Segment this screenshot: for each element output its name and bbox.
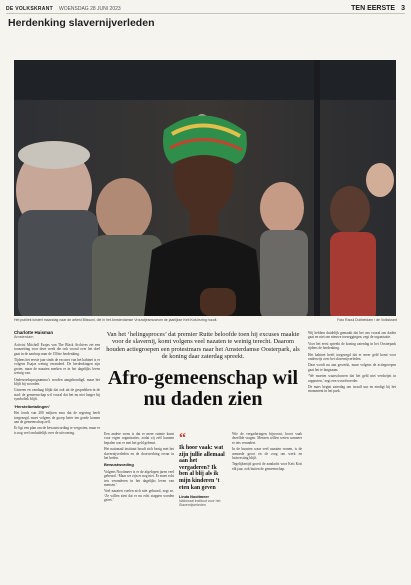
paragraph: Veel nazaten voelen zich niet gehoord, zegt ze. ‘Ze willen zien dat er nu echt stappen worden gezet.’ xyxy=(104,489,174,503)
paragraph: Wie de vergaderingen bijwoont, hoort vaak dezelfde vragen. Mensen willen weten wanneer er iets verandert. xyxy=(232,432,302,445)
article-column-4 xyxy=(308,331,396,396)
column-subhead: ‘Herstelbetalingen’ xyxy=(14,403,50,409)
article-intro: Van het ‘helingsproces’ dat premier Rutte beloofde toen hij excuses maakte voor de slavernij, komt volgens veel nazaten te weinig terecht. Daarom houden actiegroepen een protestmars naar het Amsterdamse Oosterpark, als de koning daar zaterdag spreekt. xyxy=(106,331,300,361)
photo-caption xyxy=(14,318,397,326)
paragraph: Het fonds van 200 miljoen euro dat de regering heeft toegezegd, moet volgens de groep beter ten goede komen aan de gemeenschap zelf. xyxy=(14,411,100,424)
photo-credit: Foto Raoul Dubbeldam / de Volkskrant xyxy=(337,318,397,322)
kicker-heading: Herdenking slavernijverleden xyxy=(8,17,155,29)
main-photo xyxy=(14,60,396,316)
page-number: 3 xyxy=(401,5,405,12)
paragraph: Daar wordt nu aan gewerkt, maar volgens de actiegroepen gaat het te langzaam. xyxy=(308,363,396,372)
paragraph: Het nationaal instituut houdt zich bezig met het slavernijverleden en de doorwerking ervan in het heden. xyxy=(104,447,174,461)
column-subhead: Bewustwording xyxy=(104,462,134,468)
paragraph: Tegelijkertijd groeit de aandacht voor Keti Koti elk jaar, ook buiten de gemeenschap. xyxy=(232,462,302,471)
paragraph: Gisteren en vandaag blijkt dat ook uit de gesprekken in de stad: de gemeenschap wil vooral dat het nu niet langer bij symboliek blijft. xyxy=(14,388,100,402)
section-name: TEN EERSTE xyxy=(351,5,396,12)
issue-date: WOENSDAG 28 JUNI 2023 xyxy=(58,5,121,12)
paragraph: In de buurten waar veel nazaten wonen, is de armoede groot en de zorg om werk en huisvesting blijft. xyxy=(232,447,302,461)
paragraph: Wij hebben duidelijk gemaakt dat het ons vooral om daden gaat en niet om nieuwe toezeggingen, zegt de organisatie. xyxy=(308,331,396,340)
paragraph: Volgens Nooitmeer is er de afgelopen jaren veel gebeurd. ‘Maar we zijn er nog niet. Er moet echt iets veranderen in het dagelijks leven van mensen.’ xyxy=(104,469,174,488)
quote-mark-icon: “ xyxy=(179,431,186,446)
byline-name: Charlotte Huisman xyxy=(14,330,54,335)
caption-text: Het publiek luistert maandag naar de artiest Blissoni, die in het Amsterdamse Vrouwtjesmuseum de jaarlijkse Keti Koti-lezing houdt. xyxy=(14,318,218,322)
quote-name: Linda Nooitmeer xyxy=(179,495,209,500)
article-column-3 xyxy=(232,432,302,473)
paragraph: Onderzoeksprogramma’s worden aangekondigd, maar het blijft bij woorden. xyxy=(14,377,100,387)
quote-role: Nationaal instituut voor het Slavernijverleden xyxy=(179,499,221,508)
paragraph: Tijdens het eerste jaar sinds de excuses van het kabinet is er volgens Esajas weinig veranderd. De herdenkingen zijn groter, maar de nazaten merken er in het dagelijks leven weinig van. xyxy=(14,358,100,376)
masthead xyxy=(6,4,405,14)
paragraph: Voor het eerst spreekt de koning zaterdag in het Oosterpark tijdens de herdenking. xyxy=(308,341,396,351)
paragraph: Een andere wens is dat er meer ruimte komt voor eigen organisaties, zodat zij zelf kunnen bepalen wat er met het geld gebeurt. xyxy=(104,432,174,445)
byline-place: Amsterdam xyxy=(14,335,34,340)
article-column-1 xyxy=(14,331,100,437)
article-column-2 xyxy=(104,432,174,505)
paragraph: Er ligt een plan om de bewustwording te vergroten, maar er is nog veel onduidelijk over de uitvoering. xyxy=(14,426,100,435)
paragraph: ‘We moeten waarschuwen dat het geld niet verdwijnt in rapporten,’ zegt een woordvoerder. xyxy=(308,374,396,383)
quote-text: Ik hoor vaak: wat zijn jullie allemaal aan het vergaderen? Ik ben al blij als ik mijn kinderen ’t eten kan geven xyxy=(179,445,225,491)
paper-name: DE VOLKSKRANT xyxy=(6,5,53,12)
paragraph: De mars begint zaterdag om twaalf uur en eindigt bij het monument in het park. xyxy=(308,385,396,394)
paragraph: Activist Mitchell Esajas van The Black Archives zet een toonzetting voor deze week die ook vooral over het doel gaat in de aanloop naar de 150ste herdenking. xyxy=(14,342,100,356)
headline: Afro-gemeenschap wil nu daden zien xyxy=(107,367,299,410)
photo-illustration xyxy=(14,60,396,316)
paragraph: Het kabinet heeft toegezegd dat er meer geld komt voor onderwijs over het slavernijverleden. xyxy=(308,352,396,362)
pull-quote xyxy=(179,431,227,508)
